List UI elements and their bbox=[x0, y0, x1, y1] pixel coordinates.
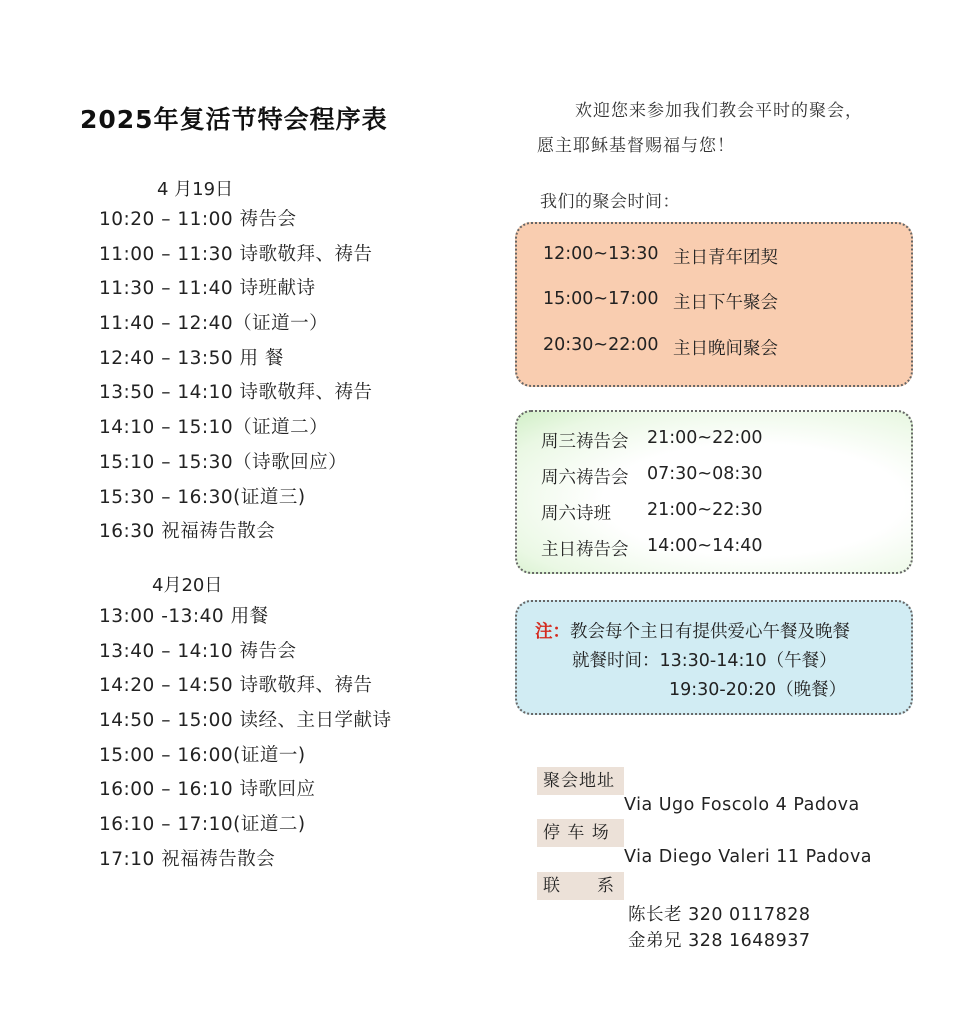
page-title: 2025年复活节特会程序表 bbox=[80, 105, 388, 134]
meal-note-box bbox=[515, 600, 913, 715]
welcome-line-1: 欢迎您来参加我们教会平时的聚会， bbox=[575, 101, 863, 121]
schedule-item: 11:40 – 12:40（证道一） bbox=[99, 313, 329, 335]
meeting-time: 12:00~13:30 bbox=[543, 244, 659, 264]
meeting-row bbox=[541, 464, 763, 489]
schedule-item: 15:10 – 15:30（诗歌回应） bbox=[99, 451, 348, 473]
day2-schedule bbox=[99, 600, 392, 878]
meeting-time: 21:00~22:30 bbox=[647, 500, 763, 520]
note-label: 注： bbox=[535, 622, 570, 642]
schedule-item: 13:00 -13:40 用餐 bbox=[99, 606, 269, 627]
meeting-name: 周六诗班 bbox=[541, 504, 611, 524]
schedule-item: 12:40 – 13:50 用 餐 bbox=[99, 347, 284, 369]
meeting-row bbox=[543, 335, 778, 359]
schedule-item: 16:10 – 17:10(证道二) bbox=[99, 814, 306, 836]
meeting-time: 20:30~22:00 bbox=[543, 335, 659, 355]
weekly-meetings-box bbox=[515, 410, 913, 574]
schedule-item: 15:00 – 16:00(证道一) bbox=[99, 744, 306, 766]
meeting-row bbox=[541, 428, 763, 453]
meeting-row bbox=[543, 289, 778, 313]
meeting-row bbox=[541, 536, 763, 561]
meeting-row bbox=[543, 244, 778, 268]
schedule-item: 14:10 – 15:10（证道二） bbox=[99, 417, 329, 439]
address-label: 聚会地址 bbox=[537, 767, 624, 795]
schedule-item: 13:50 – 14:10 诗歌敬拜、祷告 bbox=[99, 382, 373, 404]
schedule-item: 17:10 祝福祷告散会 bbox=[99, 848, 276, 870]
meeting-times-label: 我们的聚会时间： bbox=[540, 192, 680, 212]
parking-value: Via Diego Valeri 11 Padova bbox=[624, 847, 873, 867]
schedule-item: 16:00 – 16:10 诗歌回应 bbox=[99, 779, 316, 801]
day1-schedule bbox=[99, 203, 373, 550]
meeting-name: 主日青年团契 bbox=[673, 248, 778, 268]
address-value: Via Ugo Foscolo 4 Padova bbox=[624, 795, 860, 815]
meal-time-label: 就餐时间： bbox=[572, 651, 660, 671]
meeting-name: 主日晚间聚会 bbox=[673, 339, 778, 359]
meal-time-line bbox=[572, 647, 837, 672]
schedule-item: 11:00 – 11:30 诗歌敬拜、祷告 bbox=[99, 243, 373, 265]
schedule-item: 10:20 – 11:00 祷告会 bbox=[99, 209, 297, 230]
schedule-item: 14:20 – 14:50 诗歌敬拜、祷告 bbox=[99, 675, 373, 697]
schedule-item: 14:50 – 15:00 读经、主日学献诗 bbox=[99, 710, 392, 732]
schedule-item: 13:40 – 14:10 祷告会 bbox=[99, 640, 297, 662]
contact-label: 联 系 bbox=[537, 872, 624, 900]
meeting-row bbox=[541, 500, 763, 525]
meeting-time: 15:00~17:00 bbox=[543, 289, 659, 309]
note-text: 教会每个主日有提供爱心午餐及晚餐 bbox=[570, 622, 850, 642]
welcome-line-2: 愿主耶稣基督赐福与您！ bbox=[537, 136, 735, 156]
schedule-item: 11:30 – 11:40 诗班献诗 bbox=[99, 278, 316, 300]
meeting-time: 14:00~14:40 bbox=[647, 536, 763, 556]
contact-item: 陈长老 320 0117828 bbox=[628, 905, 811, 925]
day2-date: 4月20日 bbox=[152, 575, 223, 596]
sunday-meetings-box bbox=[515, 222, 913, 387]
day1-date: 4 月19日 bbox=[157, 179, 234, 200]
lunch-time: 13:30-14:10（午餐） bbox=[659, 651, 837, 671]
meeting-time: 21:00~22:00 bbox=[647, 428, 763, 448]
parking-label: 停 车 场 bbox=[537, 819, 624, 847]
schedule-item: 15:30 – 16:30(证道三) bbox=[99, 486, 306, 508]
schedule-item: 16:30 祝福祷告散会 bbox=[99, 521, 276, 543]
note-line bbox=[535, 618, 850, 643]
meeting-name: 周三祷告会 bbox=[541, 432, 629, 452]
meeting-name: 主日下午聚会 bbox=[673, 293, 778, 313]
contact-item: 金弟兄 328 1648937 bbox=[628, 931, 811, 951]
meeting-time: 07:30~08:30 bbox=[647, 464, 763, 484]
meeting-name: 周六祷告会 bbox=[541, 468, 629, 488]
dinner-time: 19:30-20:20（晚餐） bbox=[669, 680, 847, 700]
meeting-name: 主日祷告会 bbox=[541, 540, 629, 560]
